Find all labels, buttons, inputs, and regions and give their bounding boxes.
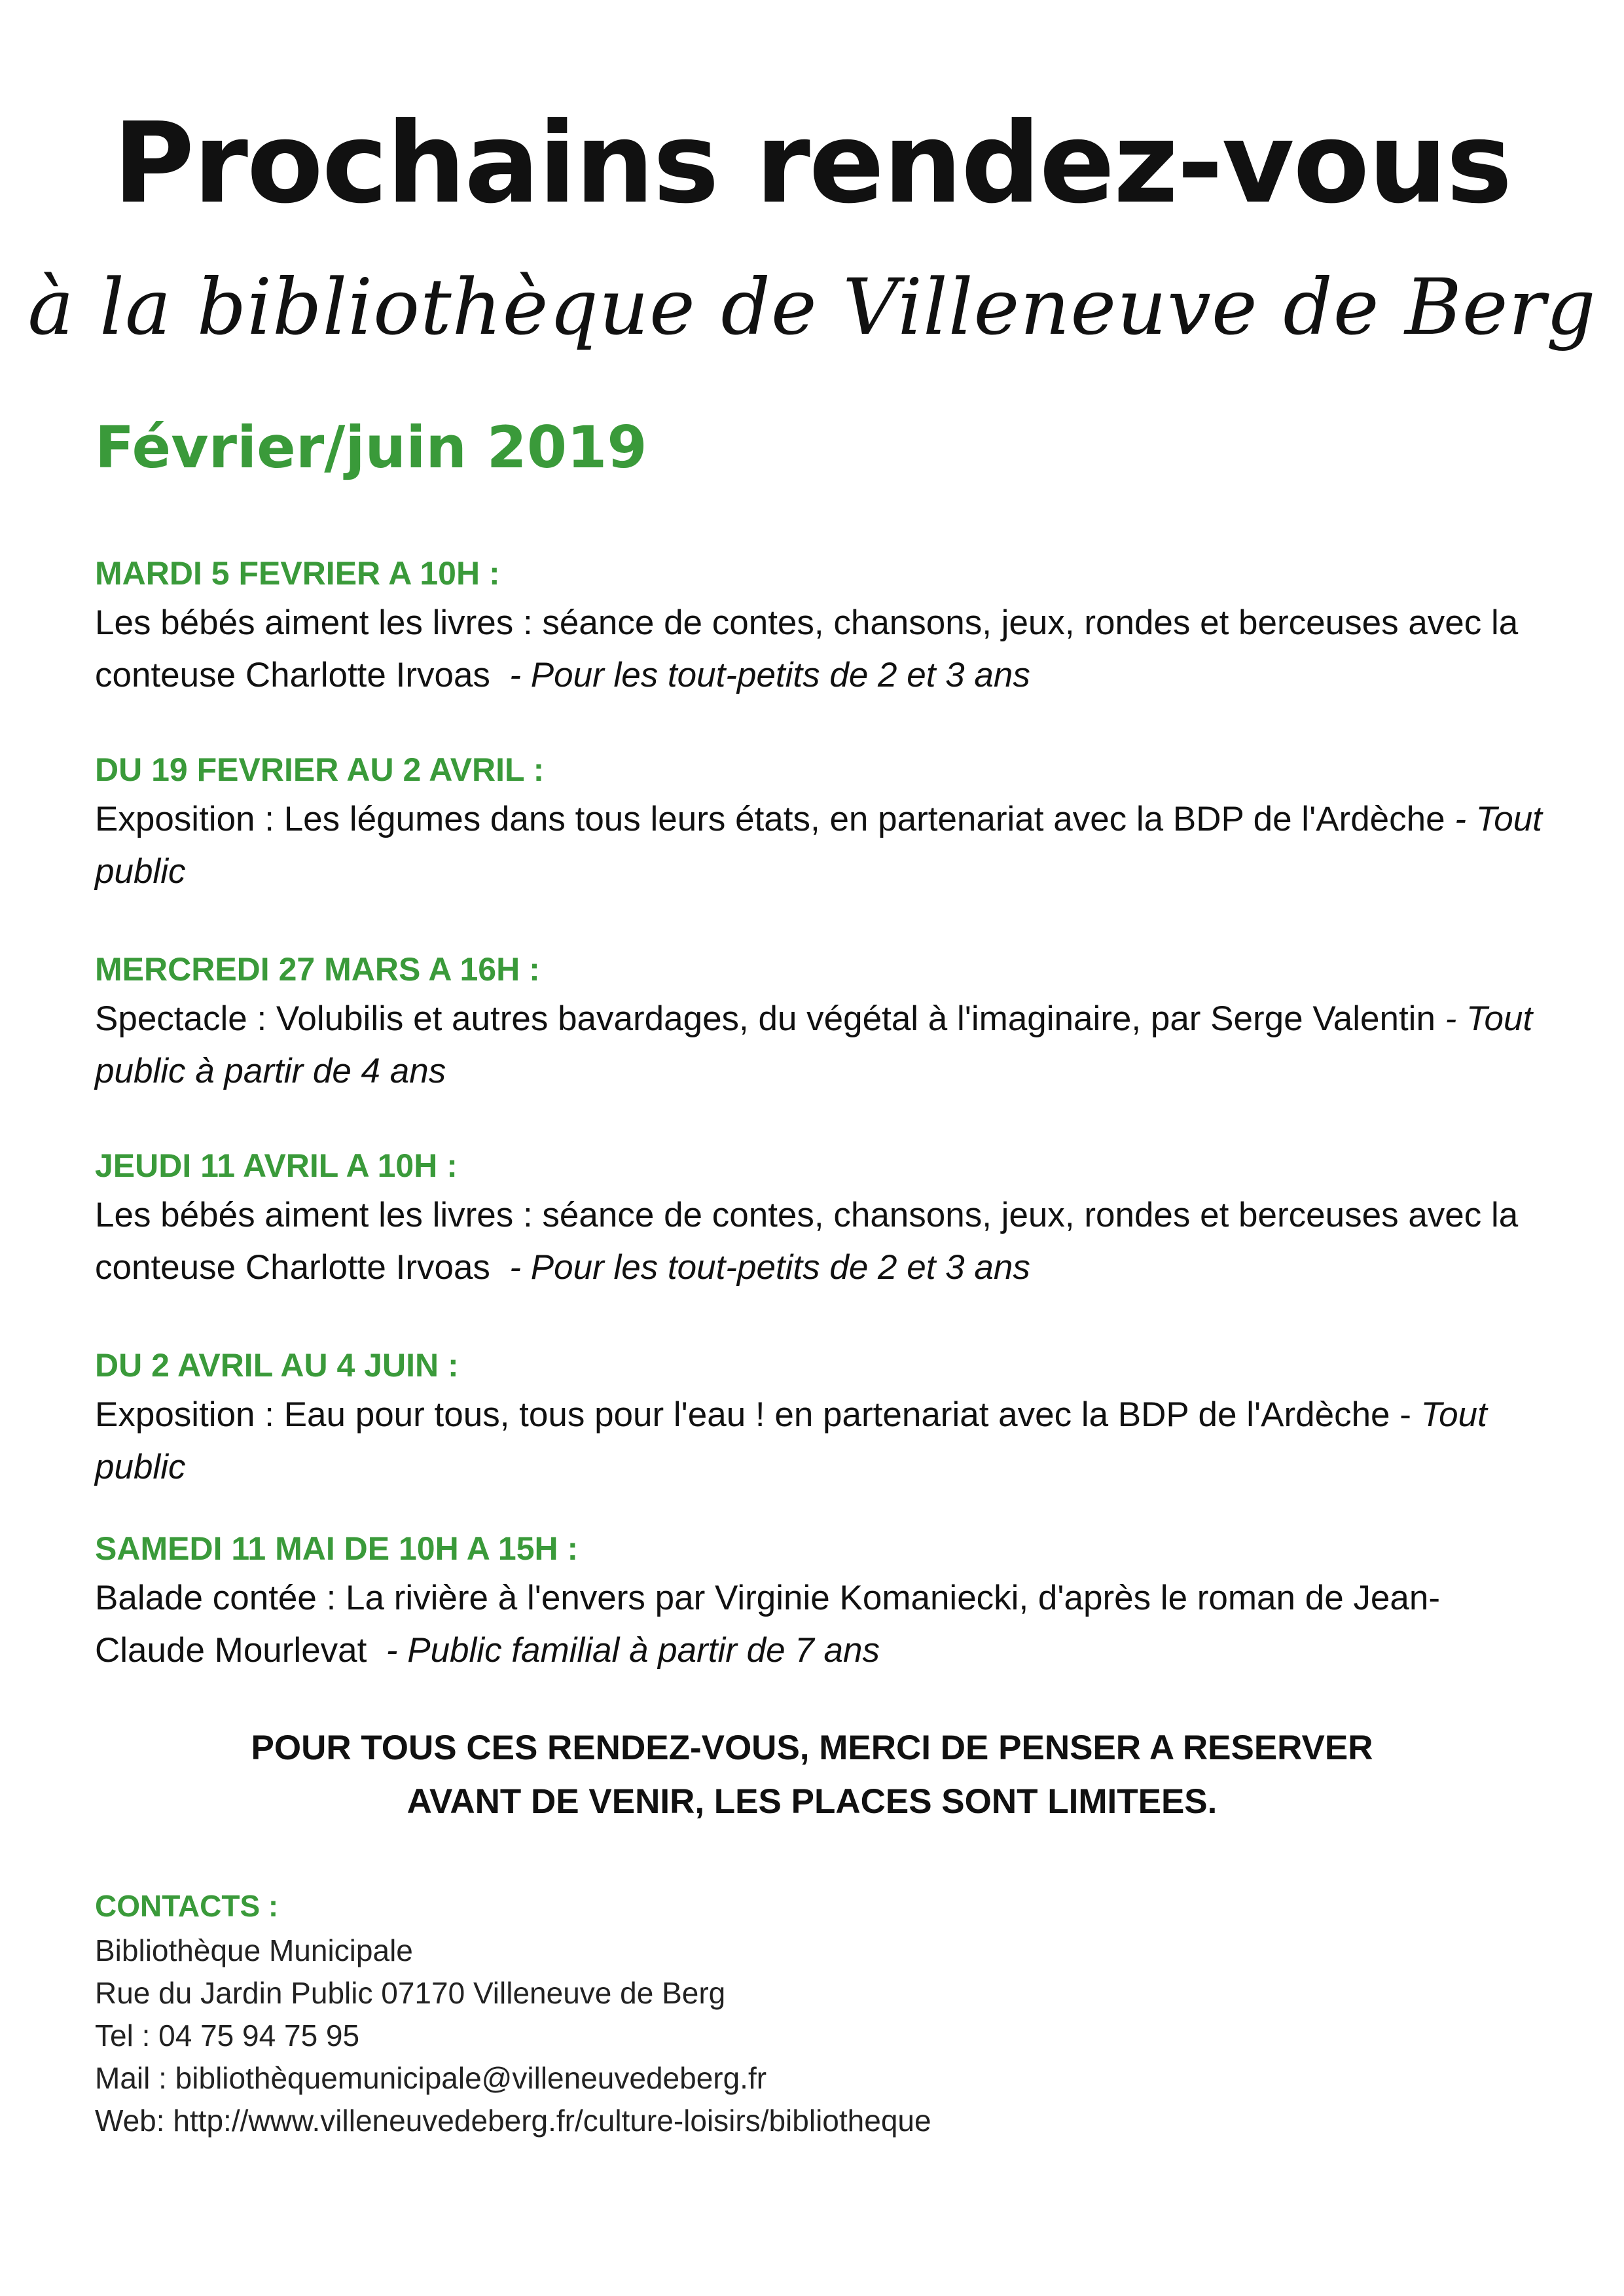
- event-audience: - Tout public: [95, 800, 1542, 891]
- event-date: DU 19 FEVRIER AU 2 AVRIL :: [95, 751, 545, 788]
- event-audience: - Pour les tout-petits de 2 et 3 ans: [509, 656, 1030, 694]
- event-description: [95, 597, 1548, 702]
- event-description-text: Exposition : Les légumes dans tous leurs états, en partenariat avec la BDP de l'Ardèche: [95, 800, 1445, 838]
- contacts-title: CONTACTS :: [95, 1889, 279, 1923]
- event-item: [95, 1342, 1548, 1494]
- event-description-text: Exposition : Eau pour tous, tous pour l'eau ! en partenariat avec la BDP de l'Ardèche -: [95, 1395, 1411, 1434]
- event-audience: - Pour les tout-petits de 2 et 3 ans: [509, 1248, 1030, 1287]
- contact-website[interactable]: Web: http://www.villeneuvedeberg.fr/culture-loisirs/bibliotheque: [95, 2104, 931, 2138]
- contacts-section: [95, 1885, 1535, 2142]
- event-item: [95, 946, 1548, 1098]
- event-description: [95, 993, 1548, 1098]
- event-item: [95, 1142, 1548, 1294]
- contact-name: Bibliothèque Municipale: [95, 1933, 413, 1967]
- event-description: [95, 793, 1548, 898]
- event-audience: Tout public: [95, 1395, 1487, 1486]
- event-date: MARDI 5 FEVRIER A 10H :: [95, 555, 500, 592]
- event-audience: - Public familial à partir de 7 ans: [386, 1631, 880, 1670]
- event-description-text: Les bébés aiment les livres : séance de contes, chansons, jeux, rondes et berceuses avec la conteuse Charlotte Irvoas: [95, 1196, 1519, 1287]
- reservation-notice: [0, 1721, 1624, 1829]
- reservation-notice-line: AVANT DE VENIR, LES PLACES SONT LIMITEES.: [406, 1782, 1218, 1821]
- event-date: JEUDI 11 AVRIL A 10H :: [95, 1147, 458, 1184]
- event-date: SAMEDI 11 MAI DE 10H A 15H :: [95, 1530, 579, 1567]
- event-description-text: Les bébés aiment les livres : séance de contes, chansons, jeux, rondes et berceuses avec la conteuse Charlotte Irvoas: [95, 603, 1519, 694]
- page-subtitle: à la bibliothèque de Villeneuve de Berg: [27, 262, 1597, 352]
- event-description: [95, 1389, 1548, 1494]
- contact-address: Rue du Jardin Public 07170 Villeneuve de Berg: [95, 1976, 726, 2010]
- event-item: [95, 746, 1548, 898]
- event-description: [95, 1572, 1548, 1677]
- period-heading: Février/juin 2019: [95, 414, 647, 481]
- event-description-text: Spectacle : Volubilis et autres bavardages, du végétal à l'imaginaire, par Serge Valentin: [95, 999, 1435, 1038]
- contact-email[interactable]: Mail : bibliothèquemunicipale@villeneuvedeberg.fr: [95, 2061, 767, 2095]
- event-date: MERCREDI 27 MARS A 16H :: [95, 951, 540, 988]
- event-date: DU 2 AVRIL AU 4 JUIN :: [95, 1347, 459, 1384]
- event-item: [95, 550, 1548, 702]
- contact-phone: Tel : 04 75 94 75 95: [95, 2018, 360, 2053]
- event-description-text: Balade contée : La rivière à l'envers par Virginie Komaniecki, d'après le roman de Jean-Claude Mourlevat: [95, 1579, 1440, 1670]
- event-item: [95, 1525, 1548, 1677]
- page-title: Prochains rendez-vous: [113, 99, 1511, 228]
- reservation-notice-line: POUR TOUS CES RENDEZ-VOUS, MERCI DE PENSER A RESERVER: [251, 1729, 1373, 1767]
- event-description: [95, 1189, 1548, 1294]
- event-audience: - Tout public à partir de 4 ans: [95, 999, 1533, 1090]
